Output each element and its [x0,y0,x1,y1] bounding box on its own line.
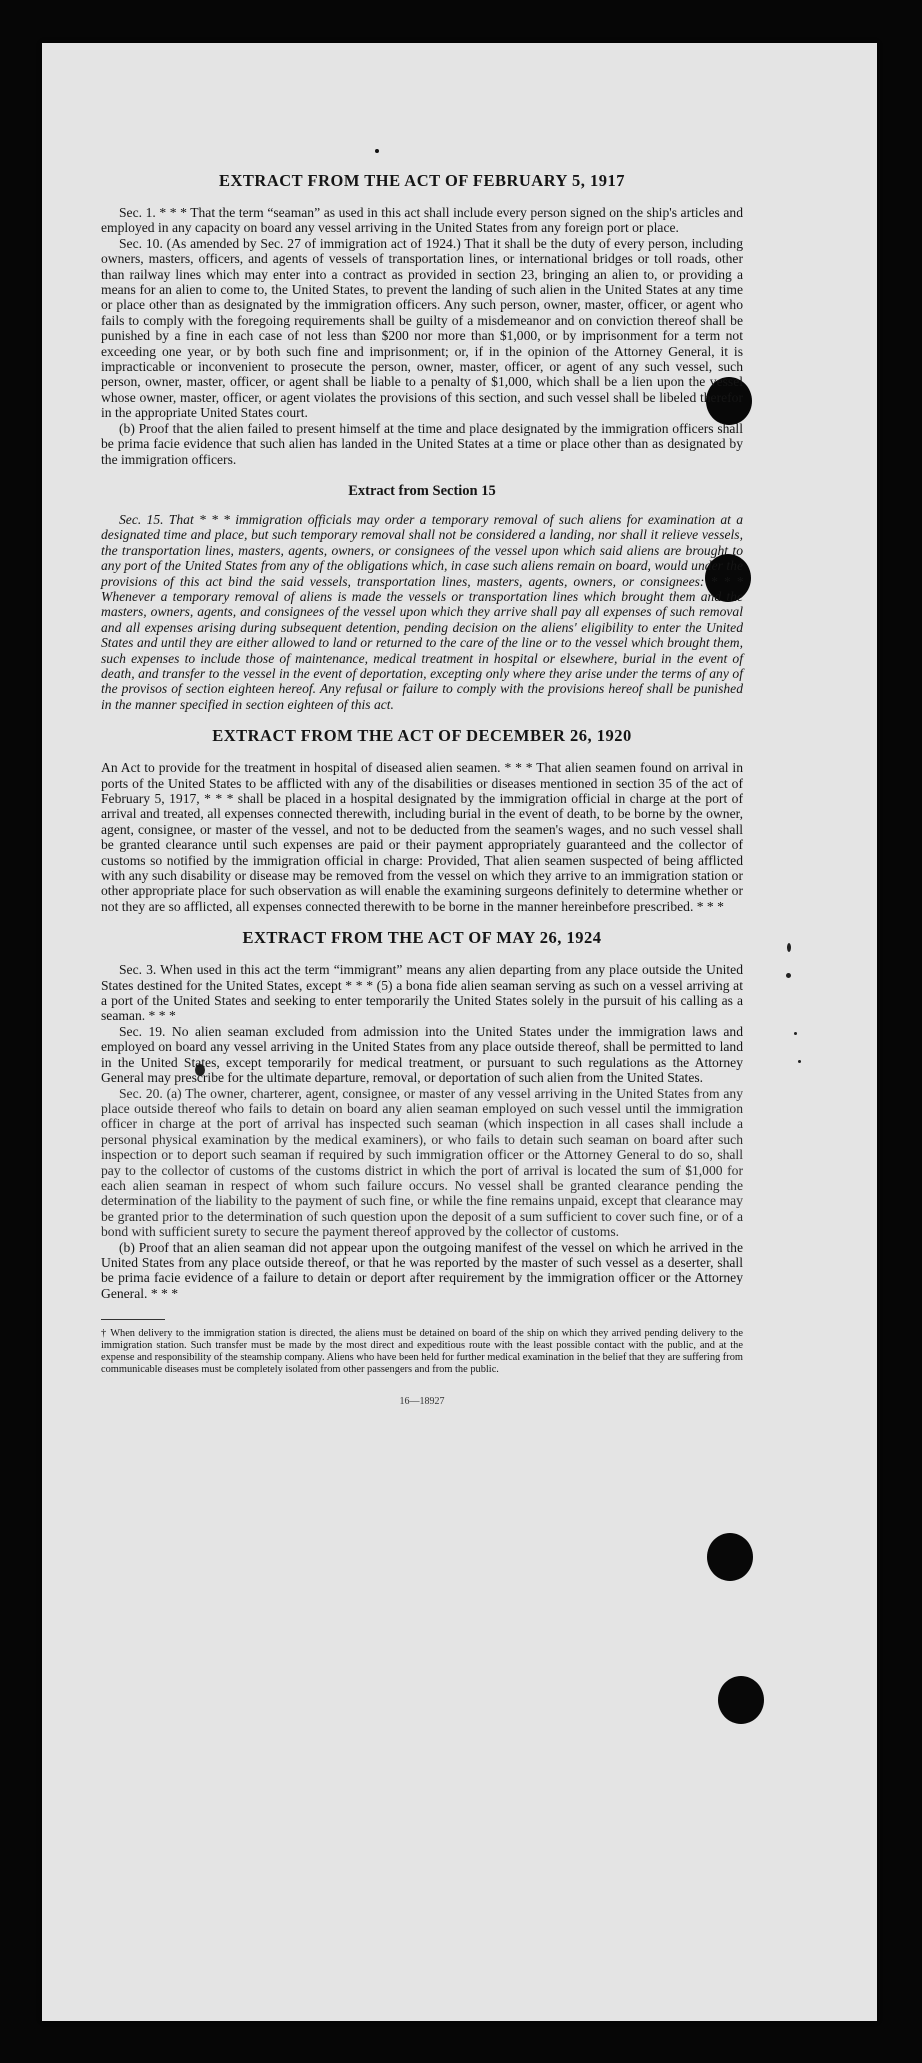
paragraph-sec-20-b: (b) Proof that an alien seaman did not appear upon the outgoing manifest of the vessel on which he arrived in the United States from any place outside thereof, or that he was reported by the master of such vessel as a deserter, shall be prima facie evidence of a failure to detain or deport after requirement by the immigration officer or the Attorney General. * * * [101,1239,743,1301]
document-text [101,171,743,1407]
ink-speck [787,943,791,952]
paragraph-sec-3: Sec. 3. When used in this act the term “immigrant” means any alien departing from any place outside the United States destined for the United States, except * * * (5) a bona fide alien seaman serving as such on a vessel arriving at a port of the United States and seeking to enter temporarily the United States solely in the pursuit of his calling as a seaman. * * * [101,962,743,1024]
ink-speck [786,973,791,978]
heading-act-1917: EXTRACT FROM THE ACT OF FEBRUARY 5, 1917 [219,171,625,190]
paragraph-sec-10-b: (b) Proof that the alien failed to present himself at the time and place designated by the immigration officers shall be prima facie evidence that such alien has landed in the United States at a time or place other than as designated by the immigration officers. [101,420,743,467]
paragraph-act-1920: An Act to provide for the treatment in hospital of diseased alien seamen. * * * That alien seamen found on arrival in ports of the United States to be afflicted with any of the disabilities or diseases mentioned in section 35 of the act of February 5, 1917, * * * shall be placed in a hospital designated by the immigration official in charge at the port of arrival and treated, all expenses connected therewith, including burial in the event of death, to be borne by the owner, agent, consignee, or master of the vessel, and not to be deducted from the seamen's wages, and no such vessel shall be granted clearance until such expenses are paid or their payment appropriately guaranteed and the collector of customs so notified by the immigration official in charge: Provided, That alien seamen suspected of being afflicted with any such disability or disease may be removed from the vessel on which they arrive to an immigration station or other appropriate place for such observation as will enable the examining surgeons definitely to determine whether or not they are so afflicted, all expenses connected therewith to be borne in the manner hereinbefore prescribed. * * * [101,760,743,914]
form-code: 16—18927 [399,1396,445,1408]
paragraph-sec-20-a: Sec. 20. (a) The owner, charterer, agent, consignee, or master of any vessel arriving in the United States from any place outside thereof who fails to detain on board any alien seaman employed on such vessel until the immigration officer in charge at the port of arrival has inspected such seaman (which inspection in all cases shall include a personal physical examination by the medical examiners), or who fails to detain such seaman on board after such inspection or to deport such seaman if required by such immigration officer or the Attorney General to do so, shall pay to the collector of customs of the customs district in which the port of arrival is located the sum of $1,000 for each alien seaman in respect of whom such failure occurs. No vessel shall be granted clearance pending the determination of the liability to the payment of such fine, or while the fine remains unpaid, except that clearance may be granted prior to the determination of such question upon the deposit of a sum sufficient to cover such fine, or of a bond with sufficient surety to secure the payment thereof approved by the collector of customs. [101,1085,743,1240]
paragraph-sec-15: Sec. 15. That * * * immigration officials may order a temporary removal of such aliens for examination at a designated time and place, but such temporary removal shall not be considered a landing, nor shall it relieve vessels, the transportation lines, masters, agents, owners, or consignees of the vessel upon which said aliens are brought to any port of the United States from any of the obligations which, in case such aliens remain on board, would under the provisions of this act bind the said vessels, transportation lines, masters, agents, owners, or consignees: * * * Whenever a temporary removal of aliens is made the vessels or transportation lines which brought them and the masters, owners, agents, and consignees of the vessel upon which they arrive shall pay all expenses of such removal and all expenses arising during subsequent detention, pending decision on the aliens' eligibility to enter the United States and until they are either allowed to land or returned to the care of the line or to the vessel which brought them, such expenses to include those of maintenance, medical treatment in hospital or elsewhere, burial in the event of death, and transfer to the vessel in the event of deportation, excepting only where they arise under the terms of any of the provisos of section eighteen hereof. Any refusal or failure to comply with the provisions hereof shall be punished in the manner specified in section eighteen of this act. [101,511,743,712]
heading-section-15: Extract from Section 15 [348,482,496,499]
ink-speck [794,1032,797,1035]
ink-speck [375,149,379,153]
document-page [42,43,877,2021]
footnote: † When delivery to the immigration station is directed, the aliens must be detained on board of the ship on which they arrived pending delivery to the immigration station. Such transfer must be made by the most direct and expeditious route with the least possible contact with the public, and at the expense and responsibility of the steamship company. Aliens who have been held for further medical examination in the belief that they are suffering from communicable diseases must be completely isolated from other passengers and from the public. [101,1328,744,1376]
punch-hole [707,1533,753,1581]
heading-act-1924: EXTRACT FROM THE ACT OF MAY 26, 1924 [242,928,602,948]
ink-speck [798,1060,801,1063]
paragraph-sec-10: Sec. 10. (As amended by Sec. 27 of immigration act of 1924.) That it shall be the duty of every person, including owners, masters, officers, and agents of vessels of transportation lines, or international bridges or toll roads, other than railway lines which may enter into a contract as provided in section 23, bringing an alien to, or providing a means for an alien to come to, the United States, to prevent the landing of such alien in the United States at any time or place other than as designated by the immigration officers. Any such person, owner, master, officer, or agent who fails to comply with the foregoing requirements shall be guilty of a misdemeanor and on conviction thereof shall be punished by a fine in each case of not less than $200 nor more than $1,000, or by imprisonment for a term not exceeding one year, or by both such fine and imprisonment; or, if in the opinion of the Attorney General, it is impracticable or inconvenient to prosecute the person, owner, master, officer, or agent of any such vessel, such person, owner, master, officer, or agent shall be liable to a penalty of $1,000, which shall be a lien upon the vessel whose owner, master, officer, or agent violates the provisions of this section, and such vessel shall be libeled therefor in the appropriate United States court. [101,235,743,421]
paragraph-sec-19: Sec. 19. No alien seaman excluded from admission into the United States under the immigration laws and employed on board any vessel arriving in the United States from any place outside thereof, shall be permitted to land in the United States, except temporarily for medical treatment, or pursuant to such regulations as the Attorney General may prescribe for the ultimate departure, removal, or deportation of such alien from the United States. [101,1023,743,1086]
footnote-divider [101,1319,165,1320]
heading-act-1920: EXTRACT FROM THE ACT OF DECEMBER 26, 1920 [212,726,632,746]
paragraph-sec-1: Sec. 1. * * * That the term “seaman” as used in this act shall include every person signed on the ship's articles and employed in any capacity on board any vessel arriving in the United States from any foreign port or place. [101,205,743,236]
punch-hole [718,1676,764,1724]
